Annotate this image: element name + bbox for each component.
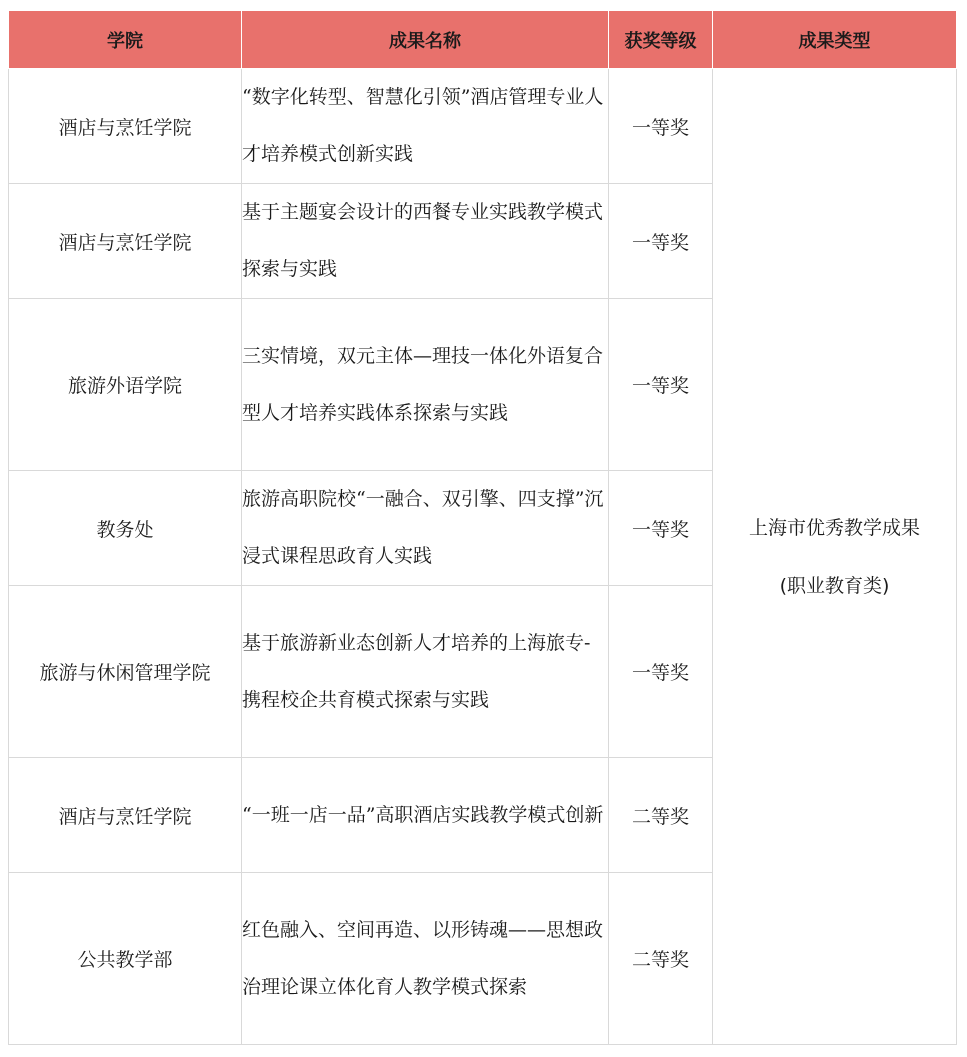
college-cell: 教务处 — [9, 471, 242, 586]
achievement-type-line1: 上海市优秀教学成果 — [748, 516, 920, 539]
college-cell: 酒店与烹饪学院 — [9, 758, 242, 873]
table-row — [9, 69, 957, 184]
award-level-cell: 一等奖 — [609, 471, 713, 586]
achievement-name-cell: “数字化转型、智慧化引领”酒店管理专业人才培养模式创新实践 — [242, 69, 609, 184]
achievement-name-cell: 旅游高职院校“一融合、双引擎、四支撑”沉浸式课程思政育人实践 — [242, 471, 609, 586]
college-cell: 酒店与烹饪学院 — [9, 184, 242, 299]
college-cell: 旅游与休闲管理学院 — [9, 586, 242, 758]
award-level-cell: 一等奖 — [609, 184, 713, 299]
achievement-name-cell: 红色融入、空间再造、以形铸魂——思想政治理论课立体化育人教学模式探索 — [242, 873, 609, 1045]
achievement-name-cell: 基于旅游新业态创新人才培养的上海旅专-携程校企共育模式探索与实践 — [242, 586, 609, 758]
award-level-cell: 二等奖 — [609, 758, 713, 873]
header-college: 学院 — [9, 11, 242, 69]
award-level-cell: 一等奖 — [609, 586, 713, 758]
achievement-name-cell: “一班一店一品”高职酒店实践教学模式创新 — [242, 758, 609, 873]
award-level-cell: 二等奖 — [609, 873, 713, 1045]
header-award-level: 获奖等级 — [609, 11, 713, 69]
achievement-name-cell: 基于主题宴会设计的西餐专业实践教学模式探索与实践 — [242, 184, 609, 299]
header-achievement-type: 成果类型 — [713, 11, 957, 69]
college-cell: 公共教学部 — [9, 873, 242, 1045]
award-level-cell: 一等奖 — [609, 299, 713, 471]
college-cell: 酒店与烹饪学院 — [9, 69, 242, 184]
header-row — [9, 11, 957, 69]
achievement-type-line2: (职业教育类) — [779, 574, 890, 597]
header-achievement-name: 成果名称 — [242, 11, 609, 69]
college-cell: 旅游外语学院 — [9, 299, 242, 471]
achievement-type-cell — [713, 69, 957, 1045]
awards-table — [8, 10, 957, 1045]
achievement-name-cell: 三实情境，双元主体—理技一体化外语复合型人才培养实践体系探索与实践 — [242, 299, 609, 471]
award-level-cell: 一等奖 — [609, 69, 713, 184]
